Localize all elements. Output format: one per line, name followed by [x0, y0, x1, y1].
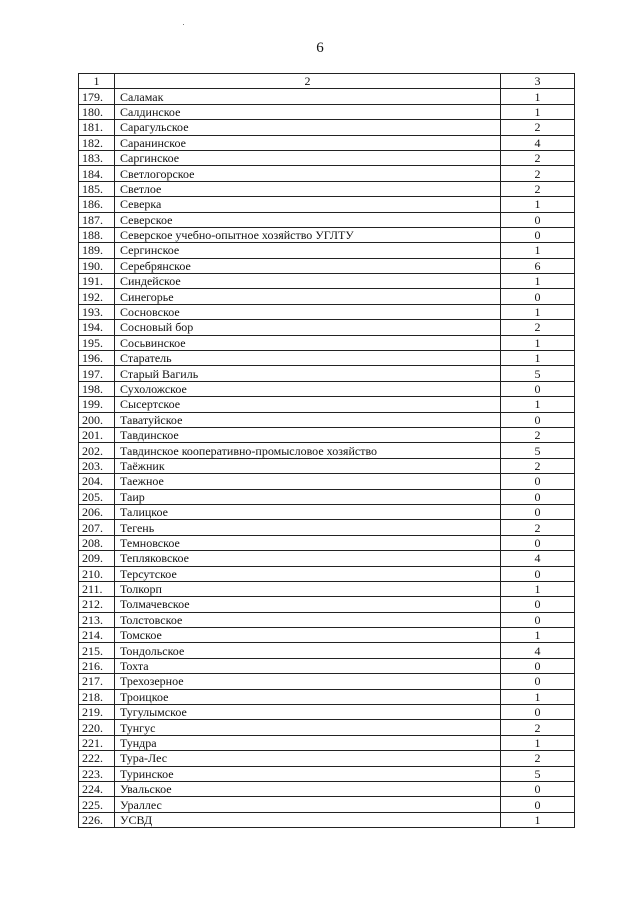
row-name: Сухоложское	[115, 381, 501, 396]
row-number: 179.	[79, 89, 115, 104]
row-name: Старый Вагиль	[115, 366, 501, 381]
row-value: 0	[501, 474, 575, 489]
row-name: Терсутское	[115, 566, 501, 581]
table-row	[79, 443, 575, 458]
row-number: 186.	[79, 197, 115, 212]
table-row	[79, 628, 575, 643]
row-value: 1	[501, 689, 575, 704]
table-row	[79, 612, 575, 627]
table-row	[79, 566, 575, 581]
row-name: Сосновый бор	[115, 320, 501, 335]
row-number: 192.	[79, 289, 115, 304]
row-value: 0	[501, 705, 575, 720]
row-number: 197.	[79, 366, 115, 381]
row-name: Синегорье	[115, 289, 501, 304]
row-name: Северское	[115, 212, 501, 227]
row-value: 0	[501, 412, 575, 427]
row-value: 2	[501, 120, 575, 135]
table-row	[79, 458, 575, 473]
table-row	[79, 520, 575, 535]
row-number: 194.	[79, 320, 115, 335]
row-name: Темновское	[115, 535, 501, 550]
table-row	[79, 366, 575, 381]
row-value: 2	[501, 520, 575, 535]
table-row	[79, 304, 575, 319]
table-row	[79, 797, 575, 812]
table-row	[79, 397, 575, 412]
row-name: Старатель	[115, 351, 501, 366]
row-value: 1	[501, 104, 575, 119]
row-value: 0	[501, 566, 575, 581]
row-number: 201.	[79, 427, 115, 442]
row-name: Саранинское	[115, 135, 501, 150]
table-row	[79, 135, 575, 150]
row-number: 198.	[79, 381, 115, 396]
row-name: Светлое	[115, 181, 501, 196]
row-name: Туринское	[115, 766, 501, 781]
row-name: Талицкое	[115, 504, 501, 519]
row-number: 191.	[79, 274, 115, 289]
row-number: 185.	[79, 181, 115, 196]
row-number: 182.	[79, 135, 115, 150]
row-name: Тавдинское кооперативно-промысловое хозяйство	[115, 443, 501, 458]
row-value: 6	[501, 258, 575, 273]
row-value: 1	[501, 581, 575, 596]
row-name: Толмачевское	[115, 597, 501, 612]
row-value: 0	[501, 612, 575, 627]
table-row	[79, 227, 575, 242]
row-value: 1	[501, 304, 575, 319]
row-name: Тохта	[115, 658, 501, 673]
row-name: Сосьвинское	[115, 335, 501, 350]
table-row	[79, 812, 575, 827]
table-row	[79, 89, 575, 104]
table-row	[79, 781, 575, 796]
row-name: Тондольское	[115, 643, 501, 658]
row-value: 4	[501, 551, 575, 566]
row-value: 1	[501, 243, 575, 258]
table-row	[79, 705, 575, 720]
row-number: 205.	[79, 489, 115, 504]
row-name: Сосновское	[115, 304, 501, 319]
row-value: 2	[501, 181, 575, 196]
row-value: 0	[501, 658, 575, 673]
table-row	[79, 351, 575, 366]
row-number: 225.	[79, 797, 115, 812]
row-number: 181.	[79, 120, 115, 135]
row-number: 219.	[79, 705, 115, 720]
row-value: 0	[501, 381, 575, 396]
row-number: 203.	[79, 458, 115, 473]
row-name: Тундра	[115, 735, 501, 750]
row-number: 226.	[79, 812, 115, 827]
row-name: Сарагульское	[115, 120, 501, 135]
row-number: 184.	[79, 166, 115, 181]
row-value: 2	[501, 166, 575, 181]
row-name: Таежное	[115, 474, 501, 489]
row-name: Северка	[115, 197, 501, 212]
row-number: 222.	[79, 751, 115, 766]
table-row	[79, 150, 575, 165]
row-name: Тура-Лес	[115, 751, 501, 766]
table-row	[79, 289, 575, 304]
row-value: 1	[501, 274, 575, 289]
table-row	[79, 474, 575, 489]
row-name: Таир	[115, 489, 501, 504]
row-value: 1	[501, 735, 575, 750]
row-number: 218.	[79, 689, 115, 704]
row-value: 1	[501, 89, 575, 104]
table-row	[79, 720, 575, 735]
row-name: Тугулымское	[115, 705, 501, 720]
table-row	[79, 551, 575, 566]
row-number: 204.	[79, 474, 115, 489]
row-name: Тунгус	[115, 720, 501, 735]
row-name: Салдинское	[115, 104, 501, 119]
row-value: 2	[501, 720, 575, 735]
row-name: Таватуйское	[115, 412, 501, 427]
row-number: 213.	[79, 612, 115, 627]
row-number: 188.	[79, 227, 115, 242]
row-value: 0	[501, 797, 575, 812]
row-value: 4	[501, 643, 575, 658]
row-name: Сергинское	[115, 243, 501, 258]
row-number: 207.	[79, 520, 115, 535]
row-number: 224.	[79, 781, 115, 796]
row-value: 2	[501, 458, 575, 473]
row-name: Сысертское	[115, 397, 501, 412]
table-row	[79, 597, 575, 612]
row-value: 2	[501, 150, 575, 165]
row-name: Толкорп	[115, 581, 501, 596]
row-number: 200.	[79, 412, 115, 427]
table-row	[79, 535, 575, 550]
row-name: Серебрянское	[115, 258, 501, 273]
table-row	[79, 689, 575, 704]
table-row	[79, 381, 575, 396]
table-row	[79, 120, 575, 135]
table-row	[79, 504, 575, 519]
row-number: 202.	[79, 443, 115, 458]
row-number: 223.	[79, 766, 115, 781]
row-number: 193.	[79, 304, 115, 319]
row-name: Увальское	[115, 781, 501, 796]
row-value: 0	[501, 504, 575, 519]
table-row	[79, 643, 575, 658]
row-number: 196.	[79, 351, 115, 366]
table-row	[79, 581, 575, 596]
row-number: 214.	[79, 628, 115, 643]
data-table	[78, 73, 575, 828]
row-number: 187.	[79, 212, 115, 227]
row-name: Светлогорское	[115, 166, 501, 181]
table-row	[79, 212, 575, 227]
row-name: Тепляковское	[115, 551, 501, 566]
table-row	[79, 104, 575, 119]
row-name: Тавдинское	[115, 427, 501, 442]
row-number: 208.	[79, 535, 115, 550]
row-value: 2	[501, 751, 575, 766]
table-row	[79, 335, 575, 350]
table-row	[79, 427, 575, 442]
row-value: 0	[501, 489, 575, 504]
row-value: 5	[501, 366, 575, 381]
row-value: 1	[501, 197, 575, 212]
row-value: 1	[501, 628, 575, 643]
table-row	[79, 766, 575, 781]
header-col-3: 3	[501, 74, 575, 89]
row-number: 199.	[79, 397, 115, 412]
row-name: Ураллес	[115, 797, 501, 812]
row-value: 0	[501, 535, 575, 550]
row-name: Томское	[115, 628, 501, 643]
row-name: Таёжник	[115, 458, 501, 473]
table-row	[79, 658, 575, 673]
row-number: 180.	[79, 104, 115, 119]
row-number: 211.	[79, 581, 115, 596]
row-value: 1	[501, 812, 575, 827]
row-name: Тегень	[115, 520, 501, 535]
row-number: 189.	[79, 243, 115, 258]
row-number: 220.	[79, 720, 115, 735]
table-row	[79, 166, 575, 181]
row-value: 1	[501, 397, 575, 412]
table-row	[79, 274, 575, 289]
table-row	[79, 674, 575, 689]
row-number: 216.	[79, 658, 115, 673]
row-value: 1	[501, 351, 575, 366]
table-row	[79, 181, 575, 196]
row-value: 5	[501, 443, 575, 458]
row-number: 195.	[79, 335, 115, 350]
row-number: 212.	[79, 597, 115, 612]
table-row	[79, 412, 575, 427]
row-number: 206.	[79, 504, 115, 519]
row-value: 2	[501, 427, 575, 442]
row-number: 215.	[79, 643, 115, 658]
row-name: Синдейское	[115, 274, 501, 289]
table-row	[79, 320, 575, 335]
row-name: Северское учебно-опытное хозяйство УГЛТУ	[115, 227, 501, 242]
table-body	[79, 89, 575, 828]
row-name: Толстовское	[115, 612, 501, 627]
table-row	[79, 735, 575, 750]
row-value: 4	[501, 135, 575, 150]
header-col-2: 2	[115, 74, 501, 89]
row-value: 0	[501, 227, 575, 242]
table-row	[79, 243, 575, 258]
row-name: УСВД	[115, 812, 501, 827]
row-number: 183.	[79, 150, 115, 165]
table-row	[79, 489, 575, 504]
row-value: 1	[501, 335, 575, 350]
scan-speck	[183, 24, 184, 25]
table-row	[79, 197, 575, 212]
row-value: 5	[501, 766, 575, 781]
row-value: 0	[501, 212, 575, 227]
row-name: Саргинское	[115, 150, 501, 165]
row-name: Трехозерное	[115, 674, 501, 689]
row-value: 2	[501, 320, 575, 335]
row-number: 221.	[79, 735, 115, 750]
row-value: 0	[501, 597, 575, 612]
table-row	[79, 258, 575, 273]
page-number: 6	[316, 40, 324, 56]
row-name: Троицкое	[115, 689, 501, 704]
row-number: 210.	[79, 566, 115, 581]
row-value: 0	[501, 781, 575, 796]
row-value: 0	[501, 674, 575, 689]
row-value: 0	[501, 289, 575, 304]
row-number: 190.	[79, 258, 115, 273]
row-number: 217.	[79, 674, 115, 689]
row-name: Саламак	[115, 89, 501, 104]
header-row	[79, 74, 575, 89]
row-number: 209.	[79, 551, 115, 566]
table-row	[79, 751, 575, 766]
header-col-1: 1	[79, 74, 115, 89]
